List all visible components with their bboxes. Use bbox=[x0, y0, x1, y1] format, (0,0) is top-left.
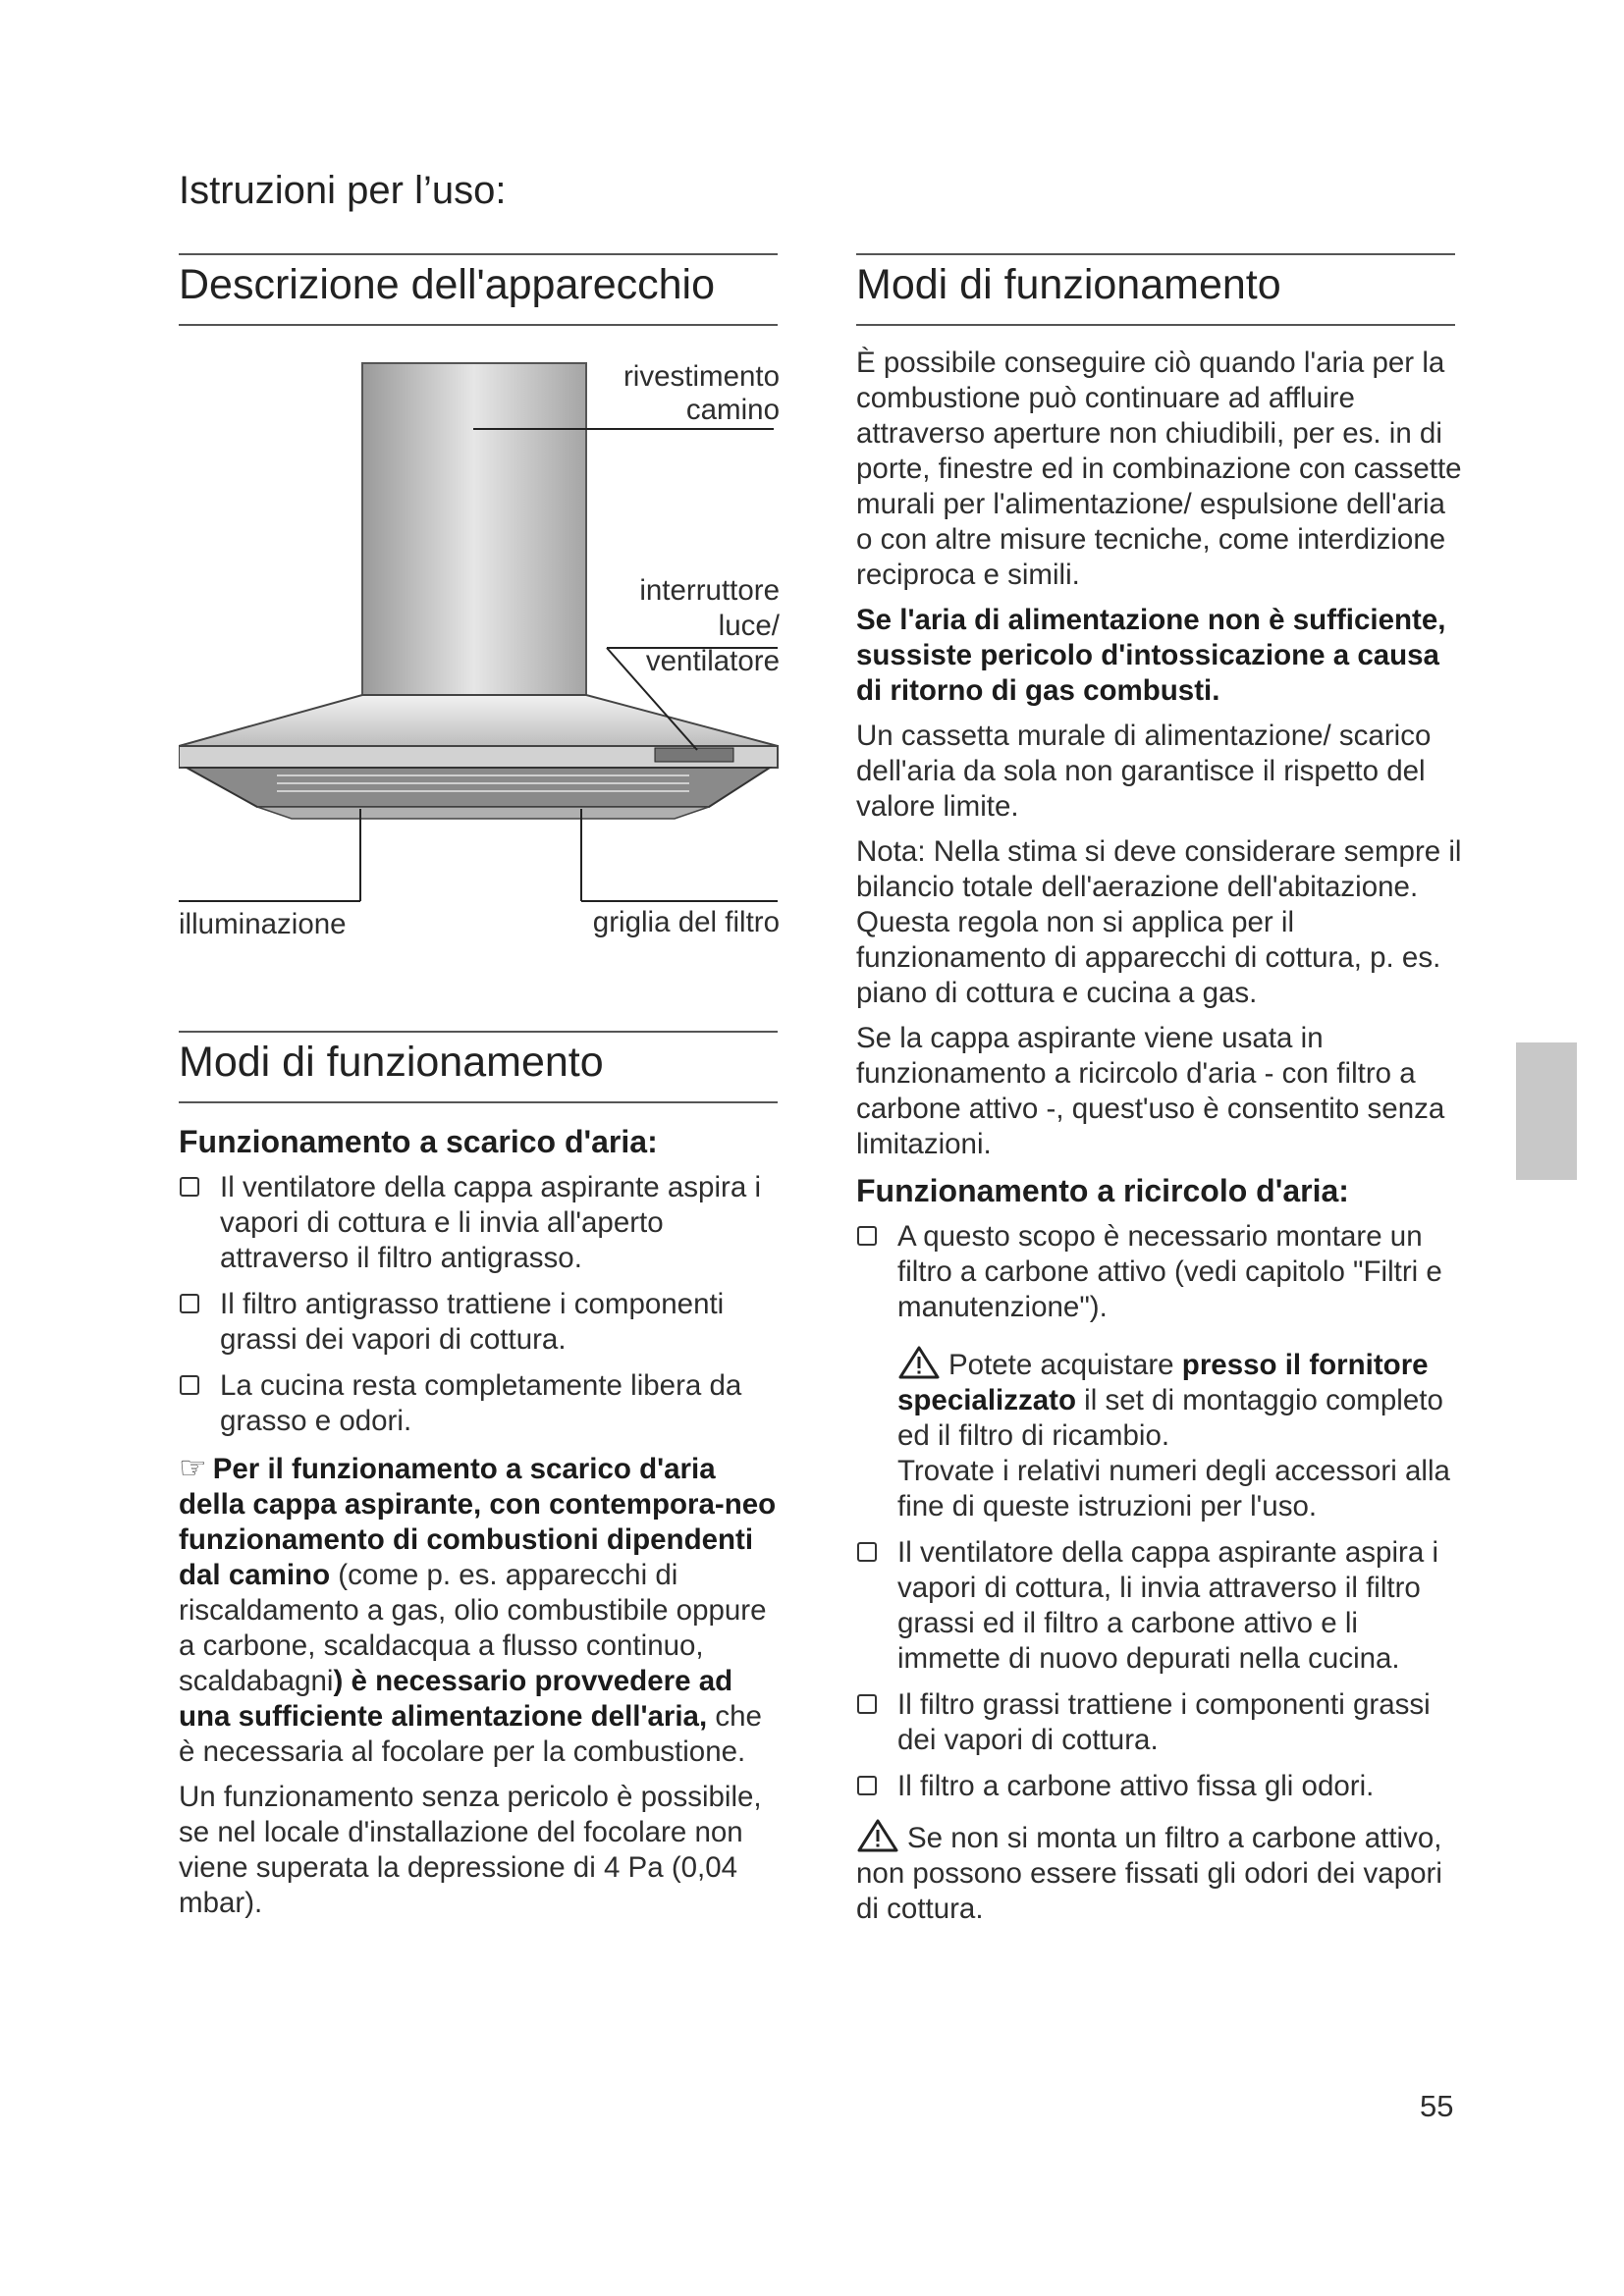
rule-left-1 bbox=[179, 253, 778, 255]
label-lighting: illuminazione bbox=[179, 908, 347, 940]
label-switch-2: luce/ bbox=[718, 610, 780, 642]
page-number: 55 bbox=[1420, 2089, 1454, 2123]
paragraph-4: Se la cappa aspirante viene usata in funzionamento a ricircolo d'aria - con filtro a carbone attivo -, quest'uso è consentito senza limitazioni. bbox=[856, 1022, 1445, 1160]
list-item: Il filtro a carbone attivo fissa gli odori. bbox=[856, 1769, 1465, 1804]
pointing-hand-icon: ☞ bbox=[179, 1450, 207, 1485]
page-heading: Istruzioni per l’uso: bbox=[179, 169, 507, 212]
right-column-text bbox=[856, 346, 1465, 1937]
recirculation-bullet-list-1 bbox=[856, 1219, 1465, 1325]
recirculation-bullet-list-2 bbox=[856, 1535, 1465, 1804]
warning-paragraph: Se non si monta un filtro a carbone attivo, non possono essere fissati gli odori dei vapori di cottura. bbox=[856, 1818, 1465, 1927]
section-title-modes-right: Modi di funzionamento bbox=[856, 261, 1281, 308]
checkbox-icon bbox=[857, 1226, 877, 1246]
warning-bold: Se l'aria di alimentazione non è sufficiente, sussiste pericolo d'intossicazione a causa di ritorno di gas combusti. bbox=[856, 604, 1446, 707]
warning-triangle-icon bbox=[856, 1818, 899, 1853]
list-item: Il ventilatore della cappa aspirante aspira i vapori di cottura e li invia all'aperto attraverso il filtro antigrasso. bbox=[179, 1170, 780, 1276]
paragraph-1: È possibile conseguire ciò quando l'aria per la combustione può continuare ad affluire attraverso aperture non chiudibili, per es. in di porte, finestre ed in combinazione con cassette murali per l'alimentazione/ espulsione dell'aria o con altre misure tecniche, come interdizione reciproca e simili. bbox=[856, 347, 1462, 591]
rule-left-4 bbox=[179, 1101, 778, 1103]
paragraph-2: Un cassetta murale di alimentazione/ scarico dell'aria da sola non garantisce il rispetto del valore limite. bbox=[856, 720, 1432, 823]
side-tab-marker bbox=[1516, 1042, 1577, 1180]
paragraph-depression-limit: Un funzionamento senza pericolo è possibile, se nel locale d'installazione del focolare non viene superata la depressione di 4 Pa (0,04 mbar). bbox=[179, 1781, 762, 1919]
notice-block: Potete acquistare presso il fornitore specializzato il set di montaggio completo ed il filtro di ricambio. Trovate i relativi numeri degli accessori alla fine di queste istruzioni per l'uso. bbox=[856, 1345, 1465, 1524]
warning-triangle-icon bbox=[897, 1345, 941, 1380]
paragraph-3: Nota: Nella stima si deve considerare sempre il bilancio totale dell'aerazione dell'abitazione. Questa regola non si applica per il funzionamento di apparecchi di cottura, p. es. piano di cottura e cucina a gas. bbox=[856, 835, 1462, 1009]
checkbox-icon bbox=[180, 1375, 199, 1395]
label-switch-1: interruttore bbox=[639, 574, 780, 607]
checkbox-icon bbox=[180, 1177, 199, 1197]
checkbox-icon bbox=[857, 1776, 877, 1795]
rule-left-2 bbox=[179, 324, 778, 326]
hood-diagram bbox=[179, 346, 789, 954]
section-title-modes-left: Modi di funzionamento bbox=[179, 1039, 604, 1086]
exhaust-bullet-list bbox=[179, 1170, 780, 1439]
rule-right-1 bbox=[856, 253, 1455, 255]
checkbox-icon bbox=[857, 1542, 877, 1562]
subtitle-exhaust: Funzionamento a scarico d'aria: bbox=[179, 1124, 658, 1159]
list-item: A questo scopo è necessario montare un filtro a carbone attivo (vedi capitolo "Filtri e manutenzione"). bbox=[856, 1219, 1465, 1325]
rule-left-3 bbox=[179, 1031, 778, 1033]
label-switch-3: ventilatore bbox=[645, 645, 780, 677]
rule-right-2 bbox=[856, 324, 1455, 326]
list-item: Il filtro antigrasso trattiene i componenti grassi dei vapori di cottura. bbox=[179, 1287, 780, 1358]
list-item: Il ventilatore della cappa aspirante aspira i vapori di cottura, li invia attraverso il filtro grassi ed il filtro a carbone attivo e li immette di nuovo depurati nella cucina. bbox=[856, 1535, 1465, 1677]
list-item: La cucina resta completamente libera da grasso e odori. bbox=[179, 1368, 780, 1439]
list-item: Il filtro grassi trattiene i componenti grassi dei vapori di cottura. bbox=[856, 1687, 1465, 1758]
checkbox-icon bbox=[180, 1294, 199, 1313]
subtitle-recirculation: Funzionamento a ricircolo d'aria: bbox=[856, 1173, 1349, 1208]
checkbox-icon bbox=[857, 1694, 877, 1714]
left-column-text bbox=[179, 1123, 780, 1931]
label-filter-grille: griglia del filtro bbox=[592, 906, 780, 938]
label-chimney-1: rivestimento bbox=[623, 360, 780, 393]
section-title-description: Descrizione dell'apparecchio bbox=[179, 261, 716, 308]
note-paragraph: ☞ Per il funzionamento a scarico d'aria della cappa aspirante, con contempora-neo funzionamento di combustioni dipendenti dal camino (come p. es. apparecchi di riscaldamento a gas, olio combustibile oppure a carbone, scaldacqua a flusso continuo, scaldabagni) è necessario provvedere ad una sufficiente alimentazione dell'aria, che è necessaria al focolare per la combustione. bbox=[179, 1450, 777, 1768]
label-chimney-2: camino bbox=[685, 394, 780, 426]
